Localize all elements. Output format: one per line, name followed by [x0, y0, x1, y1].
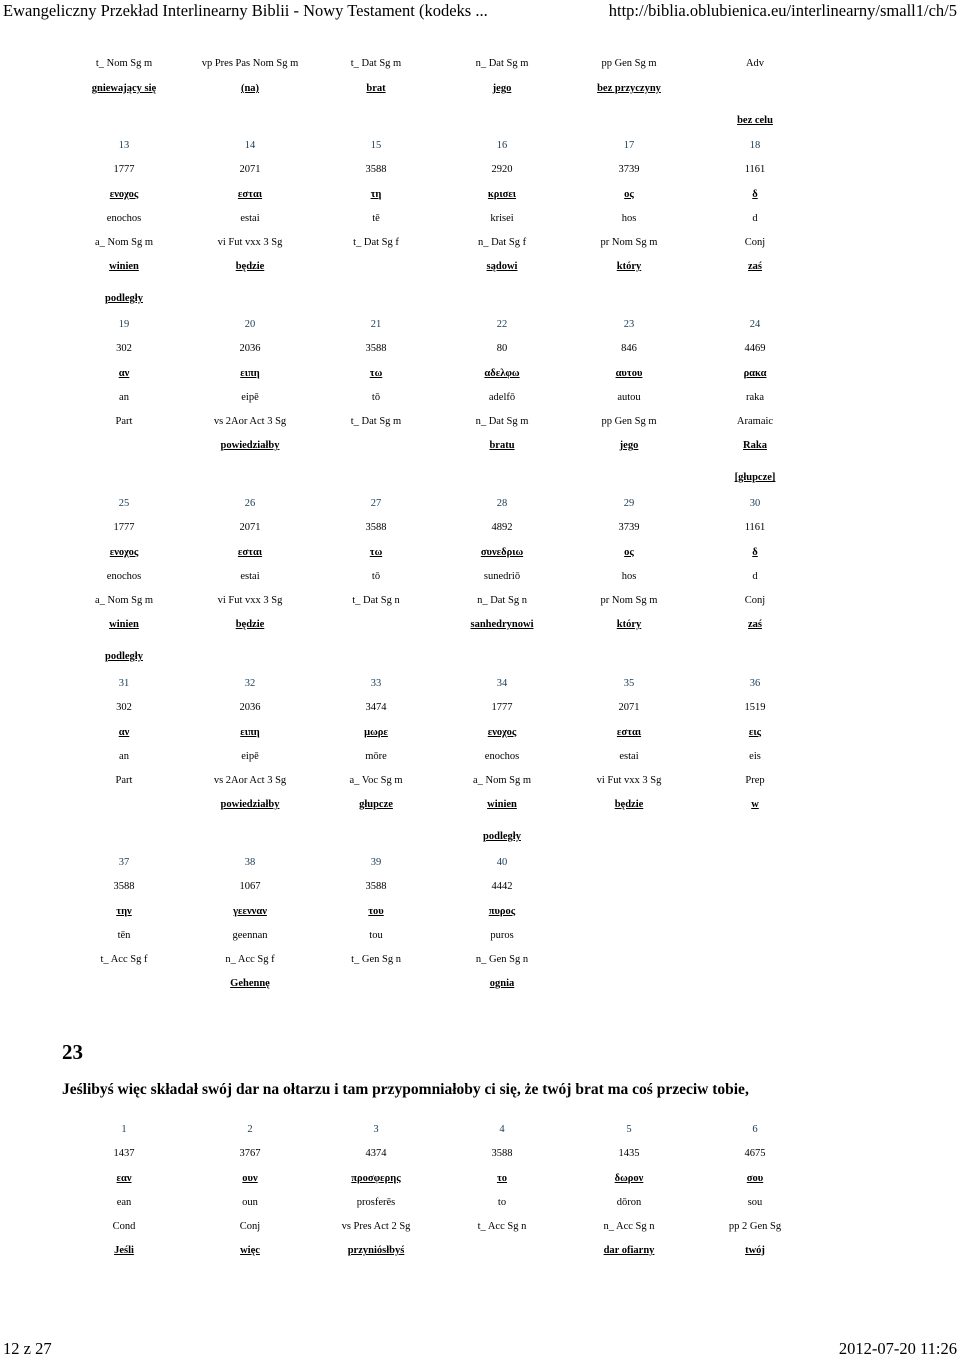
verse-number: 23 — [62, 1040, 83, 1064]
strong-number: 80 — [496, 343, 508, 354]
word-number: 16 — [496, 140, 508, 151]
greek-word[interactable]: ειπη — [240, 368, 260, 379]
greek-word[interactable]: δ — [752, 547, 758, 558]
greek-word[interactable]: ος — [624, 189, 634, 200]
polish-translation[interactable]: który — [616, 261, 642, 272]
polish-translation[interactable]: bratu — [489, 440, 515, 451]
polish-translation[interactable]: jego — [619, 440, 639, 451]
word-number: 3 — [373, 1124, 379, 1135]
strong-number: 2071 — [239, 522, 261, 533]
transliteration: an — [119, 392, 129, 403]
strong-number: 3588 — [365, 164, 387, 175]
greek-word[interactable]: τη — [370, 189, 382, 200]
strong-number: 2036 — [239, 343, 261, 354]
greek-word[interactable]: εσται — [237, 547, 263, 558]
polish-translation[interactable]: winien — [487, 799, 517, 810]
transliteration: mōre — [365, 751, 387, 762]
morphology: n_ Dat Sg m — [475, 416, 529, 427]
word-number: 4 — [499, 1124, 505, 1135]
morphology: t_ Nom Sg m — [95, 58, 153, 69]
strong-number: 1519 — [744, 702, 766, 713]
greek-word[interactable]: ος — [624, 547, 634, 558]
morphology: n_ Dat Sg n — [477, 595, 527, 606]
morphology: Part — [115, 775, 133, 786]
greek-word[interactable]: του — [368, 906, 384, 917]
word-number: 22 — [496, 319, 508, 330]
polish-translation[interactable]: powiedziałby — [220, 799, 280, 810]
strong-number: 2920 — [491, 164, 513, 175]
strong-number: 4675 — [744, 1148, 766, 1159]
polish-translation[interactable]: brat — [366, 83, 386, 94]
translation-note[interactable]: podległy — [105, 293, 143, 304]
word-number: 18 — [749, 140, 761, 151]
transliteration: tō — [371, 392, 381, 403]
translation-note[interactable]: [głupcze] — [734, 472, 776, 483]
morphology: vp Pres Pas Nom Sg m — [201, 58, 299, 69]
morphology: vs 2Aor Act 3 Sg — [213, 416, 287, 427]
polish-translation[interactable]: winien — [109, 619, 139, 630]
word-number: 13 — [118, 140, 130, 151]
polish-translation[interactable]: przyniósłbyś — [347, 1245, 405, 1256]
polish-translation[interactable]: w — [751, 799, 759, 810]
transliteration: hos — [621, 213, 637, 224]
greek-word[interactable]: ουν — [242, 1173, 258, 1184]
transliteration: tō — [371, 571, 381, 582]
word-number: 19 — [118, 319, 130, 330]
polish-translation[interactable]: więc — [240, 1245, 260, 1256]
page-header — [0, 0, 960, 22]
source-url: http://biblia.oblubienica.eu/interlinearny/small1/ch/5 — [608, 1, 957, 20]
greek-word[interactable]: ενοχος — [109, 547, 139, 558]
morphology: t_ Dat Sg n — [352, 595, 400, 606]
strong-number: 1161 — [744, 522, 766, 533]
transliteration: puros — [490, 930, 514, 941]
morphology: vi Fut vxx 3 Sg — [596, 775, 662, 786]
word-number: 29 — [623, 498, 635, 509]
strong-number: 3588 — [365, 343, 387, 354]
morphology: Cond — [112, 1221, 136, 1232]
word-number: 36 — [749, 678, 761, 689]
translation-note[interactable]: podległy — [483, 831, 521, 842]
word-number: 15 — [370, 140, 382, 151]
strong-number: 3767 — [239, 1148, 261, 1159]
strong-number: 3588 — [365, 522, 387, 533]
polish-translation[interactable]: będzie — [235, 619, 265, 630]
strong-number: 1777 — [113, 164, 135, 175]
greek-word[interactable]: εαν — [116, 1173, 132, 1184]
greek-word[interactable]: μωρε — [364, 727, 388, 738]
strong-number: 846 — [621, 343, 637, 354]
greek-word[interactable]: εσται — [616, 727, 642, 738]
transliteration: raka — [745, 392, 765, 403]
greek-word[interactable]: ρακα — [743, 368, 767, 379]
strong-number: 302 — [116, 702, 132, 713]
document-title: Ewangeliczny Przekład Interlinearny Biblii - Nowy Testament (kodeks ... — [3, 1, 488, 20]
word-number: 26 — [244, 498, 256, 509]
transliteration: tēn — [117, 930, 131, 941]
word-number: 6 — [752, 1124, 758, 1135]
transliteration: eis — [749, 751, 761, 762]
transliteration: to — [497, 1197, 507, 1208]
word-number: 20 — [244, 319, 256, 330]
strong-number: 302 — [116, 343, 132, 354]
greek-word[interactable]: αυτου — [615, 368, 643, 379]
transliteration: autou — [617, 392, 641, 403]
transliteration: sunedriō — [483, 571, 521, 582]
strong-number: 3474 — [365, 702, 387, 713]
transliteration: estai — [619, 751, 639, 762]
morphology: a_ Nom Sg m — [94, 595, 154, 606]
transliteration: estai — [240, 213, 260, 224]
translation-note[interactable]: podległy — [105, 651, 143, 662]
greek-word[interactable]: αδελφω — [484, 368, 520, 379]
word-number: 40 — [496, 857, 508, 868]
morphology: Part — [115, 416, 133, 427]
morphology: t_ Gen Sg n — [351, 954, 401, 965]
word-number: 5 — [626, 1124, 632, 1135]
morphology: n_ Dat Sg f — [477, 237, 527, 248]
greek-word[interactable]: το — [496, 1173, 508, 1184]
strong-number: 2071 — [618, 702, 640, 713]
morphology: t_ Acc Sg n — [477, 1221, 527, 1232]
strong-number: 1437 — [113, 1148, 135, 1159]
greek-word[interactable]: προσφερης — [351, 1173, 401, 1184]
polish-translation[interactable]: Raka — [743, 440, 767, 451]
polish-translation[interactable]: sanhedrynowi — [470, 619, 534, 630]
morphology: n_ Acc Sg n — [603, 1221, 655, 1232]
greek-word[interactable]: την — [116, 906, 132, 917]
word-number: 31 — [118, 678, 130, 689]
greek-word[interactable]: αν — [118, 368, 130, 379]
print-datetime: 2012-07-20 11:26 — [838, 1339, 957, 1358]
word-number: 39 — [370, 857, 382, 868]
polish-translation[interactable]: (na) — [240, 83, 260, 94]
word-number: 1 — [121, 1124, 127, 1135]
morphology: Prep — [745, 775, 765, 786]
polish-translation[interactable]: bez przyczyny — [597, 83, 661, 94]
greek-word[interactable]: ειπη — [240, 727, 260, 738]
word-number: 17 — [623, 140, 635, 151]
polish-translation[interactable]: głupcze — [359, 799, 393, 810]
morphology: Conj — [744, 237, 766, 248]
polish-translation[interactable]: powiedziałby — [220, 440, 280, 451]
polish-translation[interactable]: który — [616, 619, 642, 630]
transliteration: tou — [369, 930, 383, 941]
verse-text: Jeślibyś więc składał swój dar na ołtarzu i tam przypomniałoby ci się, że twój brat ma coś przeciw tobie, — [62, 1081, 749, 1098]
polish-translation[interactable]: zaś — [748, 261, 762, 272]
translation-note[interactable]: bez celu — [737, 115, 773, 126]
transliteration: an — [119, 751, 129, 762]
strong-number: 1161 — [744, 164, 766, 175]
greek-word[interactable]: σου — [746, 1173, 764, 1184]
polish-translation[interactable]: winien — [109, 261, 139, 272]
morphology: vs Pres Act 2 Sg — [341, 1221, 411, 1232]
word-number: 33 — [370, 678, 382, 689]
morphology: Conj — [744, 595, 766, 606]
morphology: Adv — [745, 58, 765, 69]
page-footer — [0, 1339, 960, 1357]
transliteration: geennan — [232, 930, 268, 941]
transliteration: enochos — [484, 751, 520, 762]
transliteration: hos — [621, 571, 637, 582]
strong-number: 3588 — [491, 1148, 513, 1159]
strong-number: 1777 — [491, 702, 513, 713]
word-number: 38 — [244, 857, 256, 868]
strong-number: 3588 — [113, 881, 135, 892]
strong-number: 3739 — [618, 164, 640, 175]
greek-word[interactable]: αν — [118, 727, 130, 738]
word-number: 23 — [623, 319, 635, 330]
polish-translation[interactable]: twój — [745, 1245, 765, 1256]
greek-word[interactable]: εις — [748, 727, 762, 738]
greek-word[interactable]: κρισει — [487, 189, 517, 200]
strong-number: 2071 — [239, 164, 261, 175]
strong-number: 2036 — [239, 702, 261, 713]
polish-translation[interactable]: jego — [492, 83, 512, 94]
morphology: pr Nom Sg m — [600, 237, 658, 248]
polish-translation[interactable]: dar ofiarny — [603, 1245, 655, 1256]
morphology: t_ Acc Sg f — [100, 954, 148, 965]
word-number: 28 — [496, 498, 508, 509]
strong-number: 1435 — [618, 1148, 640, 1159]
greek-word[interactable]: δωρον — [614, 1173, 644, 1184]
polish-translation[interactable]: Jeśli — [114, 1245, 134, 1256]
morphology: n_ Acc Sg f — [225, 954, 275, 965]
transliteration: ean — [116, 1197, 132, 1208]
strong-number: 1777 — [113, 522, 135, 533]
morphology: vi Fut vxx 3 Sg — [217, 595, 283, 606]
morphology: Aramaic — [736, 416, 774, 427]
strong-number: 4892 — [491, 522, 513, 533]
morphology: n_ Gen Sg n — [475, 954, 529, 965]
greek-word[interactable]: πυρος — [488, 906, 516, 917]
greek-word[interactable]: συνεδριω — [480, 547, 524, 558]
transliteration: tē — [372, 213, 380, 224]
polish-translation[interactable]: Gehennę — [230, 978, 270, 989]
transliteration: eipē — [241, 392, 259, 403]
greek-word[interactable]: ενοχος — [109, 189, 139, 200]
transliteration: adelfō — [488, 392, 516, 403]
strong-number: 1067 — [239, 881, 261, 892]
word-number: 35 — [623, 678, 635, 689]
transliteration: oun — [242, 1197, 258, 1208]
strong-number: 4469 — [744, 343, 766, 354]
greek-word[interactable]: τω — [369, 547, 383, 558]
polish-translation[interactable]: ognia — [489, 978, 515, 989]
morphology: a_ Nom Sg m — [94, 237, 154, 248]
word-number: 25 — [118, 498, 130, 509]
morphology: a_ Nom Sg m — [472, 775, 532, 786]
greek-word[interactable]: δ — [752, 189, 758, 200]
morphology: a_ Voc Sg m — [349, 775, 403, 786]
greek-word[interactable]: εσται — [237, 189, 263, 200]
morphology: vs 2Aor Act 3 Sg — [213, 775, 287, 786]
word-number: 24 — [749, 319, 761, 330]
morphology: pp 2 Gen Sg — [728, 1221, 782, 1232]
transliteration: sou — [747, 1197, 763, 1208]
transliteration: dōron — [616, 1197, 642, 1208]
greek-word[interactable]: τω — [369, 368, 383, 379]
polish-translation[interactable]: będzie — [235, 261, 265, 272]
page-counter: 12 z 27 — [3, 1339, 52, 1358]
morphology: t_ Dat Sg f — [353, 237, 399, 248]
polish-translation[interactable]: zaś — [748, 619, 762, 630]
transliteration: prosferēs — [356, 1197, 396, 1208]
greek-word[interactable]: ενοχος — [487, 727, 517, 738]
word-number: 37 — [118, 857, 130, 868]
morphology: t_ Dat Sg m — [350, 416, 402, 427]
word-number: 32 — [244, 678, 256, 689]
polish-translation[interactable]: gniewający się — [91, 83, 157, 94]
transliteration: krisei — [490, 213, 514, 224]
transliteration: enochos — [106, 213, 142, 224]
morphology: Conj — [239, 1221, 261, 1232]
word-number: 27 — [370, 498, 382, 509]
morphology: pp Gen Sg m — [601, 416, 657, 427]
transliteration: d — [752, 213, 758, 224]
morphology: vi Fut vxx 3 Sg — [217, 237, 283, 248]
morphology: t_ Dat Sg m — [350, 58, 402, 69]
transliteration: estai — [240, 571, 260, 582]
morphology: pp Gen Sg m — [601, 58, 657, 69]
polish-translation[interactable]: będzie — [614, 799, 644, 810]
greek-word[interactable]: γεενναν — [233, 906, 267, 917]
transliteration: enochos — [106, 571, 142, 582]
word-number: 14 — [244, 140, 256, 151]
morphology: pr Nom Sg m — [600, 595, 658, 606]
word-number: 21 — [370, 319, 382, 330]
strong-number: 4442 — [491, 881, 513, 892]
transliteration: eipē — [241, 751, 259, 762]
transliteration: d — [752, 571, 758, 582]
word-number: 2 — [247, 1124, 253, 1135]
polish-translation[interactable]: sądowi — [486, 261, 518, 272]
strong-number: 3588 — [365, 881, 387, 892]
morphology: n_ Dat Sg m — [475, 58, 529, 69]
word-number: 30 — [749, 498, 761, 509]
strong-number: 4374 — [365, 1148, 387, 1159]
strong-number: 3739 — [618, 522, 640, 533]
word-number: 34 — [496, 678, 508, 689]
